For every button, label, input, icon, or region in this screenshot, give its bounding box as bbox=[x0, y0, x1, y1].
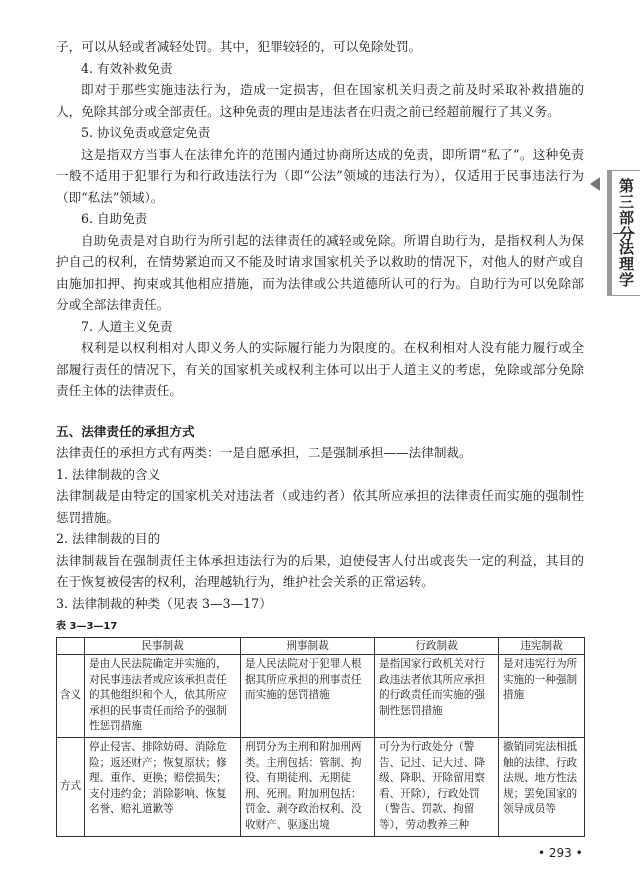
paragraph: 子，可以从轻或者减轻处罚。其中，犯罪较轻的，可以免除处罚。 bbox=[56, 39, 422, 54]
page-number: • 293 • bbox=[538, 846, 583, 860]
paragraph: 3. 法律制裁的种类（见表 3—3—17） bbox=[56, 595, 272, 611]
table-row bbox=[57, 655, 585, 738]
paragraph: 6. 自助免责 bbox=[81, 211, 148, 226]
table-cell: 是指国家行政机关对行政违法者依其所应承担的行政责任而实施的强制性惩罚措施 bbox=[375, 655, 499, 738]
table-row-head: 方式 bbox=[57, 737, 85, 836]
side-tab-divider bbox=[613, 233, 635, 234]
section-paragraph-list bbox=[56, 442, 584, 614]
side-tab-subject: 法理学 bbox=[617, 240, 635, 288]
table-header-administrative: 行政制裁 bbox=[375, 638, 499, 655]
side-tab-part: 第三部分 bbox=[617, 178, 635, 242]
paragraph: 7. 人道主义免责 bbox=[81, 318, 173, 334]
table-header-row bbox=[57, 638, 585, 655]
paragraph: 自助免责是对自助行为所引起的法律责任的减轻或免除。所谓自助行为，是指权利人为保护自己的权利，在情势紧迫而又不能及时请求国家机关予以救助的情况下，对他人的财产或自由施加扣押、拘束或其他相应措施，而为法律或公共道德所认可的行为。自助行为可以免除部分或全部法律责任。 bbox=[56, 232, 584, 312]
table-cell: 是对违宪行为所实施的一种强制措施 bbox=[499, 655, 585, 738]
paragraph: 法律制裁旨在强制责任主体承担违法行为的后果，迫使侵害人付出或丧失一定的利益，其目的在于恢复被侵害的权利，治理越轨行为，维护社会关系的正常运转。 bbox=[56, 552, 584, 589]
paragraph: 2. 法律制裁的目的 bbox=[56, 531, 161, 546]
section-title: 五、法律责任的承担方式 bbox=[56, 423, 195, 439]
paragraph: 这是指双方当事人在法律允许的范围内通过协商所达成的免责，即所谓“私了”。这种免责一般不适用于犯罪行为和行政违法行为（即“公法”领域的违法行为），仅适用于民事违法行为（即“私法”领域）。 bbox=[56, 146, 584, 205]
paragraph: 法律责任的承担方式有两类：一是自愿承担，二是强制承担——法律制裁。 bbox=[56, 445, 472, 460]
table-corner-cell bbox=[57, 638, 85, 655]
table-cell: 撤销同宪法相抵触的法律、行政法规、地方性法规；罢免国家的领导成员等 bbox=[499, 737, 585, 836]
paragraph: 4. 有效补救免责 bbox=[81, 60, 173, 76]
table-row-head: 含义 bbox=[57, 655, 85, 738]
table-cell: 刑罚分为主刑和附加刑两类。主刑包括：管制、拘役、有期徒刑、无期徒刑、死刑。附加刑包括：罚金、剥夺政治权利、没收财产、驱逐出境 bbox=[241, 737, 375, 836]
table-label: 表 3—3—17 bbox=[56, 621, 118, 632]
paragraph: 法律制裁是由特定的国家机关对违法者（或违约者）依其所应承担的法律责任而实施的强制性惩罚措施。 bbox=[56, 488, 584, 525]
table-cell: 是人民法院对于犯罪人根据其所应承担的刑事责任而实施的惩罚措施 bbox=[241, 655, 375, 738]
table-cell: 是由人民法院确定并实施的，对民事违法者或应该承担责任的其他组织和个人，依其所应承担的民事责任而给予的强制性惩罚措施 bbox=[85, 655, 241, 738]
page-content bbox=[56, 36, 584, 837]
paragraph: 5. 协议免责或意定免责 bbox=[81, 125, 211, 140]
paragraph-list bbox=[56, 36, 584, 402]
table-cell: 停止侵害、排除妨碍、消除危险；返还财产；恢复原状；修理、重作、更换；赔偿损失；支付违约金；消除影响、恢复名誉、赔礼道歉等 bbox=[85, 737, 241, 836]
sanctions-table bbox=[56, 637, 585, 837]
table-header-criminal: 刑事制裁 bbox=[241, 638, 375, 655]
paragraph: 1. 法律制裁的含义 bbox=[56, 466, 161, 482]
side-tab-arrow-icon bbox=[590, 177, 600, 191]
paragraph: 权利是以权利相对人即义务人的实际履行能力为限度的。在权利相对人没有能力履行或全部履行责任的情况下，有关的国家机关或权利主体可以出于人道主义的考虑，免除或部分免除责任主体的法律责任。 bbox=[56, 340, 584, 398]
table-row bbox=[57, 737, 585, 836]
table-cell: 可分为行政处分（警告、记过、记大过、降级、降职、开除留用察看、开除），行政处罚（警告、罚款、拘留等），劳动教养三种 bbox=[375, 737, 499, 836]
table-header-unconstitutional: 违宪制裁 bbox=[499, 638, 585, 655]
table-header-civil: 民事制裁 bbox=[85, 638, 241, 655]
paragraph: 即对于那些实施违法行为，造成一定损害，但在国家机关归责之前及时采取补救措施的人，免除其部分或全部责任。这种免责的理由是违法者在归责之前已经超前履行了其义务。 bbox=[56, 82, 584, 119]
